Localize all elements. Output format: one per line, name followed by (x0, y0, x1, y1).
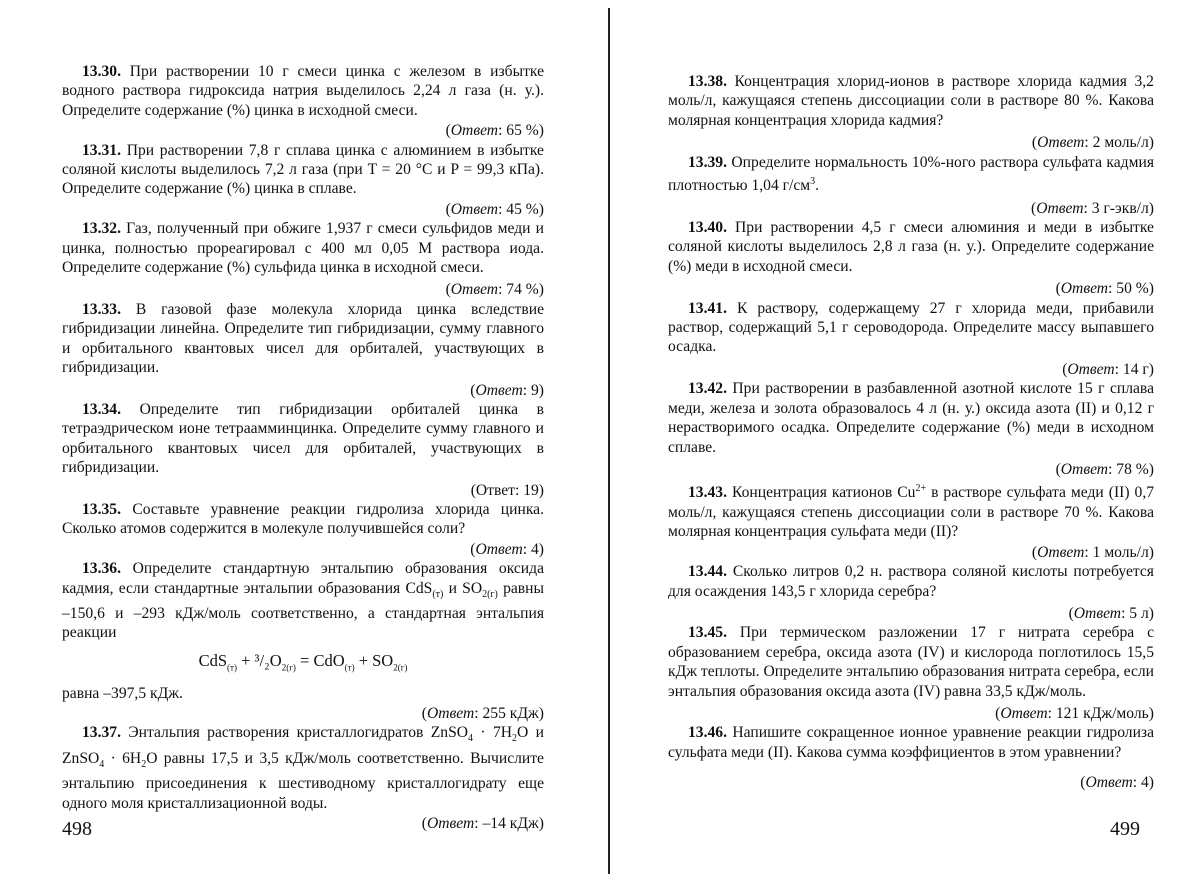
problem-text: Концентрация хлорид-ионов в растворе хлорида кадмия 3,2 моль/л, кажущаяся степень диссоциации соли в растворе 80 %. Какова молярная концентрация хлорида кадмия? (668, 73, 1154, 129)
answer: (Ответ: 5 л) (1068, 604, 1154, 622)
problem-text: Энтальпия растворения кристаллогидратов ZnSO (128, 724, 469, 742)
answer-value: : 45 % (498, 200, 539, 218)
answer-label: Ответ (427, 815, 475, 833)
left-page (62, 62, 544, 834)
problem-13-30 (62, 62, 544, 141)
answer-value: : 14 г (1114, 360, 1149, 378)
answer-value: : 3 г-экв/л (1083, 199, 1149, 217)
answer: (Ответ: 9) (470, 381, 544, 399)
problem-13-39 (668, 153, 1154, 218)
eq-part: CdS (198, 650, 228, 670)
eq-part: + SO (354, 650, 394, 670)
problem-13-32 (62, 219, 544, 300)
eq-sub: 2(г) (281, 662, 296, 673)
answer-label: Ответ (1073, 604, 1122, 622)
answer: (Ответ: 19) (470, 481, 544, 499)
problem-13-41 (668, 299, 1154, 380)
answer: (Ответ: 65 %) (445, 122, 544, 140)
problem-13-33 (62, 300, 544, 400)
problem-text: · 7H (473, 724, 513, 742)
problem-text: При растворении 4,5 г смеси алюминия и меди в избытке соляной кислоты выделилось 2,8 л газа (н. у.). Определите содержание (%) меди в исходной смеси. (668, 219, 1154, 275)
problem-text: · 6H (104, 749, 142, 767)
problem-text: При растворении в разбавленной азотной кислоте 15 г сплава меди, железа и золота образовалось 4 л (н. у.) оксида азота (II) и 0,12 г нерастворимого осадка. Определите содержание (%) меди в исходном сплаве. (668, 380, 1155, 456)
problem-13-45 (668, 623, 1154, 723)
problem-13-34 (62, 400, 544, 500)
eq-sub: (т) (344, 662, 355, 673)
problem-text: . (815, 177, 820, 195)
answer-label: Ответ (1037, 543, 1085, 561)
problem-text: и SO (443, 579, 483, 597)
problem-13-38 (668, 72, 1154, 153)
problem-text: Напишите сокращенное ионное уравнение реакции гидролиза сульфата меди (II). Какова сумма коэффициентов в этом уравнении? (668, 724, 1154, 761)
answer: (Ответ: 3 г-экв/л) (1031, 199, 1154, 217)
eq-part: = CdO (295, 650, 345, 670)
answer-value: : 4 (1132, 774, 1149, 792)
problem-text: В газовой фазе молекула хлорида цинка вследствие гибридизации линейна. Определите тип гибридизации, сумму главного и орбитального квантовых чисел для орбиталей, участвующих в гибридизации. (62, 300, 545, 377)
answer-value: : 1 моль/л (1084, 543, 1149, 561)
problem-text: Сколько литров 0,2 н. раствора соляной кислоты потребуется для осаждения 143,5 г хлорида серебра? (668, 563, 1154, 600)
problem-13-36 (62, 559, 544, 723)
answer-value: : 4 (522, 540, 539, 558)
problem-text: Определите нормальность 10%-ного раствора сульфата кадмия плотностью 1,04 г/см (668, 153, 1154, 195)
subscript: 4 (99, 759, 105, 771)
answer-value: : 9 (522, 381, 539, 399)
answer: (Ответ: 2 моль/л) (1031, 134, 1154, 152)
answer: (Ответ: 1 моль/л) (1031, 543, 1154, 561)
problem-text: равна –397,5 кДж. (62, 684, 183, 702)
eq-sub: (т) (227, 662, 237, 673)
answer: (Ответ: 45 %) (445, 200, 544, 218)
answer-value: : –14 кДж (474, 815, 539, 833)
answer-value: : 121 кДж/моль (1047, 704, 1149, 722)
answer-label: Ответ (1060, 460, 1109, 478)
answer-label: Ответ (1060, 280, 1109, 298)
problem-number: 13.46. (688, 724, 727, 742)
problem-number: 13.45. (688, 624, 727, 642)
problem-text: Определите тип гибридизации орбиталей цинка в тетраэдрическом ионе тетраамминцинка. Определите сумму главного и орбитального квантовых чисел для орбиталей, участвующих в гибридизации. (62, 400, 544, 477)
right-page (668, 72, 1154, 793)
problem-13-46 (668, 723, 1154, 792)
problem-number: 13.36. (82, 560, 121, 578)
answer: (Ответ: 4) (1080, 774, 1154, 792)
problem-text: При термическом разложении 17 г нитрата серебра с образованием серебра, оксида азота (IV) и кислорода поглотилось 15,5 кДж теплоты. Определите энтальпию образования нитрата серебра, если энтальпия образования оксида азота (IV) равна 33,5 кДж/моль. (668, 624, 1154, 700)
page-number-right: 499 (1110, 818, 1140, 840)
superscript: 2+ (915, 483, 927, 495)
problem-text: равны –150,6 и –293 кДж/моль соответственно, а стандартная энтальпия реакции (62, 579, 544, 642)
problem-text: При растворении 7,8 г сплава цинка с алюминием в избытке соляной кислоты выделилось 7,2 л газа (при T = 20 °C и P = 99,3 кПа). Определите содержание (%) цинка в сплаве. (62, 141, 544, 198)
problem-text: Составьте уравнение реакции гидролиза хлорида цинка. Сколько атомов содержится в молекуле получившейся соли? (62, 500, 544, 538)
problem-number: 13.39. (688, 153, 727, 171)
answer: (Ответ: 14 г) (1062, 360, 1154, 378)
answer-label: Ответ (1000, 704, 1048, 722)
problem-text: O и ZnSO (62, 724, 544, 767)
book-spine (608, 8, 610, 874)
answer: (Ответ: 50 %) (1055, 280, 1154, 298)
eq-part: + ³/₂O (236, 650, 282, 670)
answer-label: Ответ (450, 281, 499, 299)
problem-number: 13.34. (82, 400, 121, 418)
answer: (Ответ: 4) (470, 540, 544, 558)
problem-text: O равны 17,5 и 3,5 кДж/моль соответственно. Вычислите энтальпию присоединения к шестиводному кристаллогидрату еще одного моля кристаллизационной воды. (62, 749, 544, 812)
problem-number: 13.33. (82, 300, 121, 318)
problem-13-40 (668, 218, 1154, 299)
answer: (Ответ: 78 %) (1055, 460, 1154, 478)
problem-13-37 (62, 723, 544, 833)
answer: (Ответ: 74 %) (445, 281, 544, 299)
answer-label: Ответ (427, 705, 475, 722)
problem-13-31 (62, 141, 544, 220)
subscript: 2(г) (482, 588, 498, 600)
answer-label: Ответ (1036, 199, 1084, 217)
answer: (Ответ: –14 кДж) (421, 815, 544, 833)
answer-label: Ответ (475, 540, 523, 558)
problem-number: 13.40. (688, 219, 727, 237)
subscript: 2 (512, 733, 518, 745)
answer-value: : 2 моль/л (1084, 134, 1149, 152)
reaction-equation (62, 651, 544, 678)
problem-number: 13.37. (82, 724, 121, 742)
problem-number: 13.44. (688, 563, 727, 581)
answer-label: Ответ (1067, 360, 1115, 378)
problem-text: Концентрация катионов Cu (731, 484, 916, 502)
subscript: 4 (468, 733, 474, 745)
answer: (Ответ: 255 кДж) (421, 705, 544, 722)
page-number-left: 498 (62, 818, 92, 840)
subscript: (т) (432, 588, 444, 600)
answer-label: Ответ (475, 381, 523, 399)
answer-value: : 255 кДж (474, 705, 539, 722)
answer-value: : 65 % (498, 122, 539, 140)
problem-text: Газ, полученный при обжиге 1,937 г смеси сульфидов меди и цинка, полностью прореагировал с 400 мл 0,05 M раствора иода. Определите содержание (%) сульфида цинка в исходной смеси. (62, 220, 544, 277)
problem-text: При растворении 10 г смеси цинка с железом в избытке водного раствора гидроксида натрия выделилось 2,24 л газа (н. у.). Определите содержание (%) цинка в исходной смеси. (62, 63, 544, 119)
superscript: 3 (810, 176, 816, 188)
problem-number: 13.32. (82, 220, 121, 238)
answer-label: Ответ (450, 122, 499, 140)
answer: (Ответ: 121 кДж/моль) (995, 704, 1154, 722)
answer-label: Ответ (450, 200, 499, 218)
problem-13-43 (668, 479, 1154, 562)
subscript: 2 (141, 759, 147, 771)
problem-number: 13.43. (688, 484, 727, 502)
problem-text: К раствору, содержащему 27 г хлорида меди, прибавили раствор, содержащий 5,1 г сероводорода. Определите массу выпавшего осадка. (668, 299, 1154, 356)
problem-13-44 (668, 562, 1154, 623)
problem-number: 13.38. (688, 73, 727, 90)
problem-number: 13.30. (82, 63, 121, 80)
problem-number: 13.42. (688, 380, 727, 398)
problem-text: Определите стандартную энтальпию образования оксида кадмия, если стандартные энтальпии образования CdS (62, 560, 544, 597)
answer-value: : 50 % (1108, 280, 1149, 298)
answer-value: : 74 % (498, 281, 539, 299)
eq-sub: 2(г) (393, 662, 408, 673)
problem-number: 13.35. (82, 500, 121, 518)
answer-value: : 5 л (1121, 604, 1149, 622)
problem-number: 13.31. (82, 141, 121, 159)
problem-number: 13.41. (688, 299, 727, 317)
answer-value: : 78 % (1108, 460, 1149, 478)
problem-13-35 (62, 500, 544, 559)
answer-label: Ответ (1037, 134, 1085, 152)
answer-label: Ответ (1085, 774, 1133, 792)
problem-text: в растворе сульфата меди (II) 0,7 моль/л, кажущаяся степень диссоциации соли в растворе 70 %. Какова молярная концентрация сульфата меди (II)? (668, 484, 1155, 541)
problem-13-42 (668, 379, 1154, 479)
